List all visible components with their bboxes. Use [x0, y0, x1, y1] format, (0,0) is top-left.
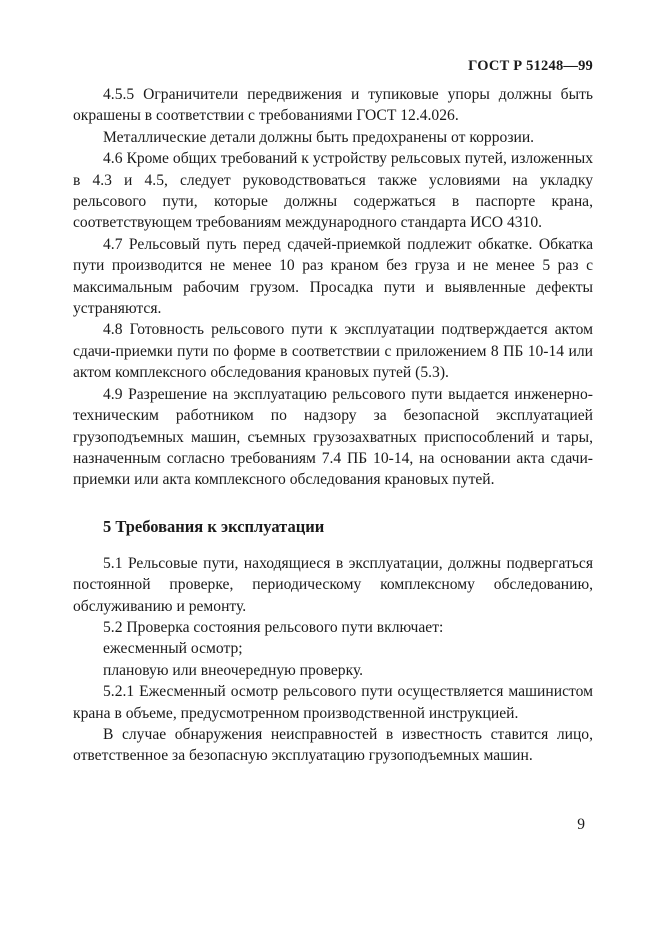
paragraph-metal-parts: Металлические детали должны быть предохранены от коррозии. [103, 128, 535, 146]
section-5-heading: 5 Требования к эксплуатации [103, 516, 325, 536]
paragraph-4-6: 4.6 Кроме общих требований к устройству рельсовых путей, изложенных в 4.3 и 4.5, следует руководствоваться также условиями на укладку рельсового пути, которые должны содержаться в паспорте крана, соответствующем требованиям международного стандарта ИСО 4310. [73, 150, 593, 232]
paragraph-5-1: 5.1 Рельсовые пути, находящиеся в эксплуатации, должны подвергаться постоянной проверке, периодическому комплексному обследованию, обслуживанию и ремонту. [73, 554, 593, 615]
paragraph-faults: В случае обнаружения неисправностей в известность ставится лицо, ответственное за безопасную эксплуатацию грузоподъемных машин. [73, 725, 593, 765]
paragraph-5-2: 5.2 Проверка состояния рельсового пути включает: [103, 618, 444, 636]
spacer [73, 491, 593, 516]
paragraph-5-2-1: 5.2.1 Ежесменный осмотр рельсового пути осуществляется машинистом крана в объеме, предусмотренном производственной инструкцией. [73, 683, 593, 722]
paragraph-4-5-5: 4.5.5 Ограничители передвижения и тупиковые упоры должны быть окрашены в соответствии с требованиями ГОСТ 12.4.026. [73, 86, 593, 125]
list-item-shift-inspection: ежесменный осмотр; [103, 640, 243, 658]
paragraph-4-8: 4.8 Готовность рельсового пути к эксплуатации подтверждается актом сдачи-приемки пути по форме в соответствии с приложением 8 ПБ 10-14 или актом комплексного обследования крановых путей (5.3). [73, 321, 593, 382]
paragraph-4-7: 4.7 Рельсовый путь перед сдачей-приемкой подлежит обкатке. Обкатка пути производится не менее 10 раз краном без груза и не менее 5 раз с максимальным рабочим грузом. Просадка пути и выявленные дефекты устраняются. [73, 235, 593, 318]
spacer [73, 538, 593, 553]
document-body [73, 84, 593, 767]
document-code-header: ГОСТ Р 51248—99 [468, 58, 593, 74]
page-number: 9 [577, 816, 585, 833]
list-item-planned-check: плановую или внеочередную проверку. [103, 661, 364, 679]
paragraph-4-9: 4.9 Разрешение на эксплуатацию рельсового пути выдается инженерно-техническим работником по надзору за безопасной эксплуатацией грузоподъемных машин, съемных грузозахватных приспособлений и тары, назначенным согласно требованиям 7.4 ПБ 10-14, на основании акта сдачи-приемки или акта комплексного обследования крановых путей. [73, 385, 593, 489]
